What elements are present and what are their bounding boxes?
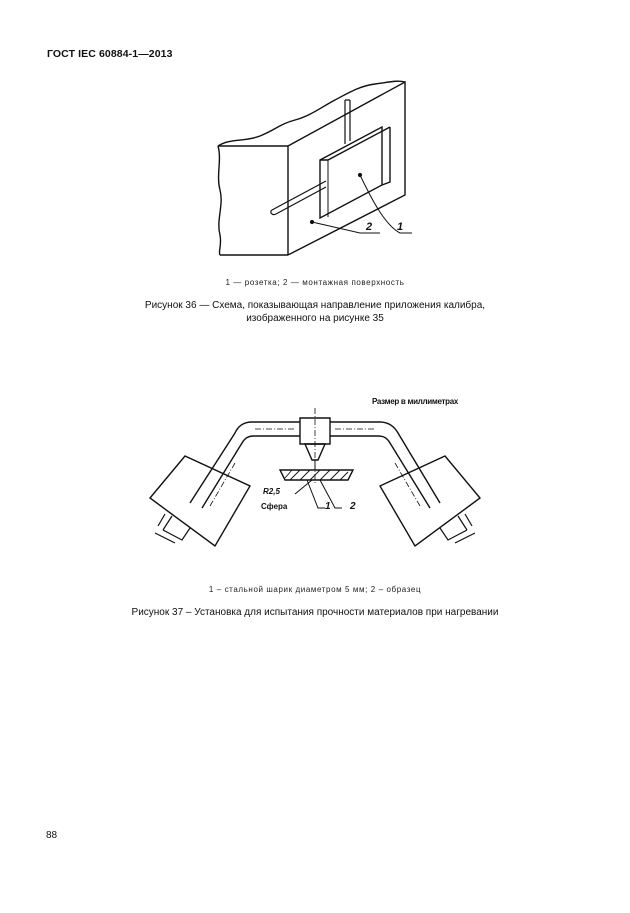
figure-37-drawing xyxy=(140,408,490,553)
horizontal-pin xyxy=(271,181,326,215)
label-one: 1 xyxy=(325,501,331,512)
document-header: ГОСТ IEC 60884-1—2013 xyxy=(47,48,173,60)
mounting-surface-side xyxy=(288,82,405,255)
rod-inner xyxy=(202,436,430,508)
break-line-left xyxy=(218,146,221,255)
left-weight-block xyxy=(150,456,250,546)
figure-37-legend: 1 – стальной шарик диаметром 5 мм; 2 – образец xyxy=(208,585,422,594)
dimension-note: Размер в миллиметрах xyxy=(372,397,459,406)
label-sphere: Сфера xyxy=(261,502,288,511)
page-number: 88 xyxy=(46,830,58,841)
figure-36-caption-line2: изображенного на рисунке 35 xyxy=(246,313,384,324)
figure-36-drawing xyxy=(200,80,430,270)
figure-36-caption-line1: Рисунок 36 — Схема, показывающая направление приложения калибра, xyxy=(144,300,486,311)
right-weight-block xyxy=(380,456,480,546)
label-two: 2 xyxy=(366,221,373,233)
figure-37-caption: Рисунок 37 – Установка для испытания прочности материалов при нагревании xyxy=(131,607,499,618)
label-radius: R2,5 xyxy=(263,487,280,496)
mounting-surface-front xyxy=(218,146,288,255)
label-two: 2 xyxy=(350,501,356,512)
label-one: 1 xyxy=(397,221,404,233)
figure-36-legend: 1 — розетка; 2 — монтажная поверхность xyxy=(225,278,405,287)
socket-plate xyxy=(320,127,382,218)
break-line-top xyxy=(218,81,405,146)
vertical-pin xyxy=(345,100,350,144)
